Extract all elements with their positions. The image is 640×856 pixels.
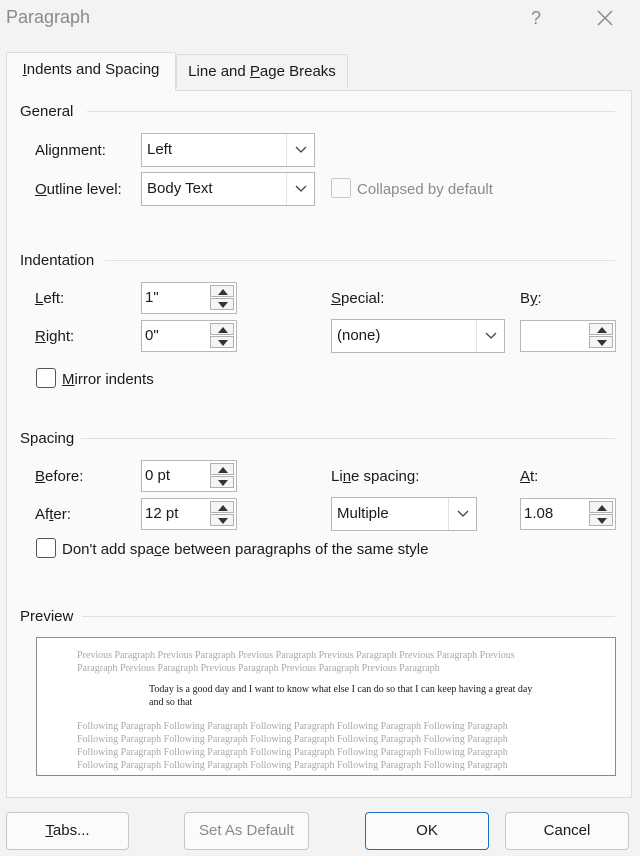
tab-label: Line and Page Breaks	[188, 63, 336, 80]
tab-line-and-page-breaks[interactable]	[176, 54, 348, 88]
section-divider	[105, 260, 615, 261]
line-spacing-select[interactable]	[331, 497, 477, 531]
collapsed-by-default-label: Collapsed by default	[357, 181, 493, 198]
spacing-before-label: Before:	[35, 468, 84, 485]
collapsed-by-default-checkbox[interactable]	[331, 178, 351, 198]
triangle-down-icon	[218, 518, 228, 524]
increment-button[interactable]	[210, 501, 234, 513]
spacing-before-input[interactable]	[145, 467, 205, 484]
outline-level-label: Outline level:	[35, 181, 122, 198]
triangle-up-icon	[218, 289, 228, 295]
dont-add-space-checkbox[interactable]	[36, 538, 56, 558]
title-bar	[0, 0, 640, 36]
triangle-up-icon	[218, 505, 228, 511]
triangle-up-icon	[218, 327, 228, 333]
triangle-down-icon	[597, 518, 607, 524]
decrement-button[interactable]	[589, 514, 613, 526]
increment-button[interactable]	[210, 285, 234, 297]
dropdown-button[interactable]	[286, 173, 314, 205]
tab-panel	[6, 90, 632, 798]
preview-following-paragraph: Following Paragraph Following Paragraph Following Paragraph Following Paragraph Following Paragraph Following Paragraph Following Paragraph Following Paragraph Following Paragraph Following Paragraph Following Paragraph Following Paragraph Following Paragraph Following Paragraph Following Paragraph Following Paragraph Following Paragraph Following Paragraph Following Paragraph Following Paragraph	[77, 721, 508, 771]
section-divider	[82, 616, 615, 617]
special-label: Special:	[331, 290, 385, 307]
indent-right-spinner[interactable]	[141, 320, 237, 352]
spacing-after-label: After:	[35, 506, 71, 523]
section-spacing: Spacing	[20, 430, 78, 447]
section-divider	[87, 111, 615, 112]
mirror-indents-checkbox[interactable]	[36, 368, 56, 388]
decrement-button[interactable]	[210, 476, 234, 488]
triangle-up-icon	[597, 327, 607, 333]
spacing-before-spinner[interactable]	[141, 460, 237, 492]
chevron-down-icon	[457, 510, 469, 518]
indent-left-label: Left:	[35, 290, 65, 307]
mirror-indents-label: Mirror indents	[62, 371, 154, 388]
chevron-down-icon	[295, 146, 307, 154]
at-spinner[interactable]	[520, 498, 616, 530]
triangle-down-icon	[218, 480, 228, 486]
cancel-button[interactable]: Cancel	[505, 812, 629, 850]
triangle-down-icon	[218, 302, 228, 308]
indent-left-spinner[interactable]	[141, 282, 237, 314]
dropdown-button[interactable]	[286, 134, 314, 166]
line-spacing-value: Multiple	[337, 505, 389, 522]
indent-right-label: Right:	[35, 328, 75, 345]
spacing-after-input[interactable]	[145, 505, 205, 522]
increment-button[interactable]	[210, 323, 234, 335]
increment-button[interactable]	[210, 463, 234, 475]
paragraph-preview	[36, 637, 616, 776]
indent-right-input[interactable]	[145, 327, 205, 344]
alignment-value: Left	[147, 141, 173, 158]
by-input[interactable]	[524, 327, 584, 344]
triangle-down-icon	[218, 340, 228, 346]
special-select[interactable]	[331, 319, 505, 353]
help-button[interactable]: ?	[530, 8, 541, 28]
line-spacing-label: Line spacing:	[331, 468, 420, 485]
section-indentation: Indentation	[20, 252, 98, 269]
tab-indents-and-spacing[interactable]	[6, 52, 176, 91]
section-preview: Preview	[20, 608, 77, 625]
alignment-label: Alignment:	[35, 142, 106, 159]
special-value: (none)	[337, 327, 381, 344]
tab-label: Indents and Spacing	[22, 61, 160, 78]
dropdown-button[interactable]	[448, 498, 476, 530]
section-general: General	[20, 103, 77, 120]
increment-button[interactable]	[589, 323, 613, 335]
dont-add-space-label: Don't add space between paragraphs of the same style	[62, 541, 429, 558]
triangle-up-icon	[597, 505, 607, 511]
decrement-button[interactable]	[589, 336, 613, 348]
section-divider	[81, 438, 615, 439]
preview-previous-paragraph: Previous Paragraph Previous Paragraph Previous Paragraph Previous Paragraph Previous Paragraph Previous Paragraph Previous Paragraph Previous Paragraph Previous Paragraph Previous Paragraph	[77, 650, 515, 674]
increment-button[interactable]	[589, 501, 613, 513]
decrement-button[interactable]	[210, 336, 234, 348]
set-as-default-button[interactable]: Set As Default	[184, 812, 309, 850]
decrement-button[interactable]	[210, 298, 234, 310]
chevron-down-icon	[485, 332, 497, 340]
indent-left-input[interactable]	[145, 289, 205, 306]
dropdown-button[interactable]	[476, 320, 504, 352]
at-input[interactable]	[524, 505, 584, 522]
by-label: By:	[520, 290, 542, 307]
decrement-button[interactable]	[210, 514, 234, 526]
close-button[interactable]	[590, 4, 620, 32]
at-label: At:	[520, 468, 539, 485]
spacing-after-spinner[interactable]	[141, 498, 237, 530]
by-spinner[interactable]	[520, 320, 616, 352]
triangle-up-icon	[218, 467, 228, 473]
outline-level-value: Body Text	[147, 180, 213, 197]
ok-button[interactable]: OK	[365, 812, 489, 850]
close-icon	[590, 4, 620, 32]
tabs-button[interactable]: Tabs...	[6, 812, 129, 850]
outline-level-select[interactable]	[141, 172, 315, 206]
alignment-select[interactable]	[141, 133, 315, 167]
dialog-title: Paragraph	[6, 7, 91, 27]
chevron-down-icon	[295, 185, 307, 193]
triangle-down-icon	[597, 340, 607, 346]
preview-current-paragraph: Today is a good day and I want to know what else I can do so that I can keep having a great day and so that	[149, 684, 533, 708]
